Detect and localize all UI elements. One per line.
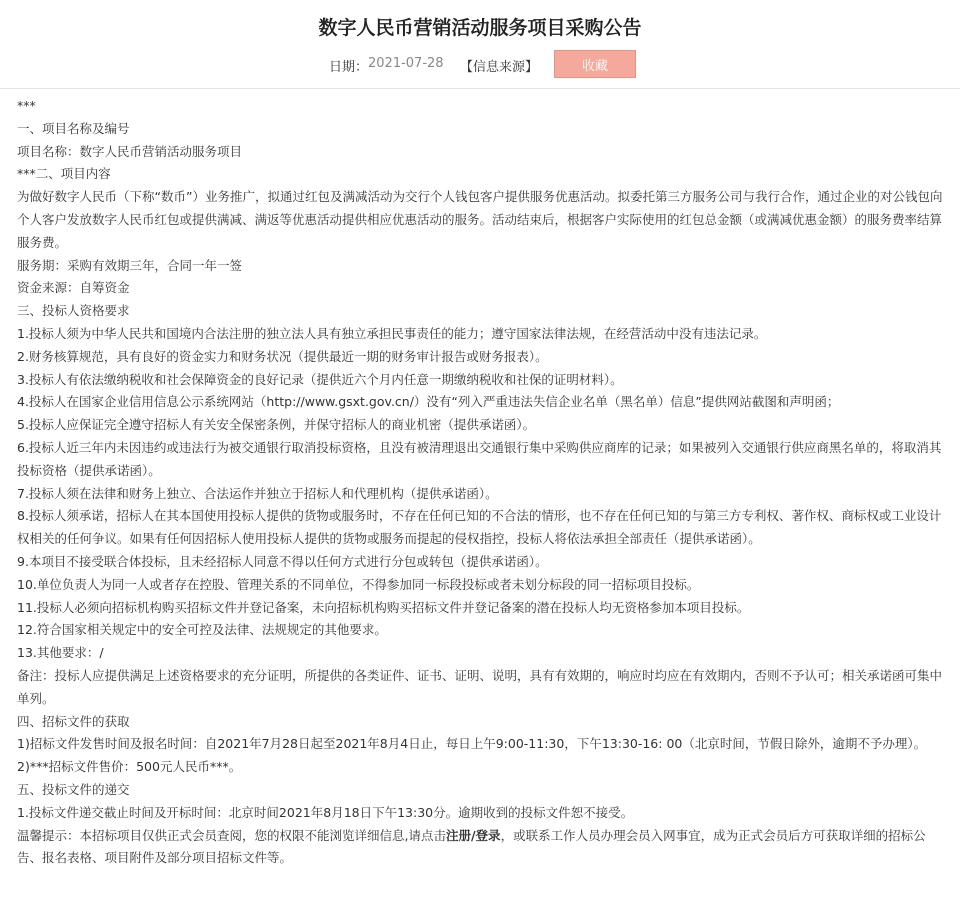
notice-prefix: 温馨提示：本招标项目仅供正式会员查阅，您的权限不能浏览详细信息,请点击	[17, 827, 446, 843]
requirement-item: 9.本项目不接受联合体投标，且未经招标人同意不得以任何方式进行分包或转包（提供承诺函）。	[17, 553, 548, 569]
body-paragraph: 为做好数字人民币（下称“数币”）业务推广，拟通过红包及满减活动为交行个人钱包客户提供服务优惠活动。拟委托第三方服务公司与我行合作，通过企业的对公钱包向个人客户发放数字人民币红包或提供满减、满返等优惠活动提供相应优惠活动的服务。活动结束后，根据客户实际使用的红包总金额（或满减优惠金额）的服务费率结算服务费。	[17, 189, 943, 250]
body-line: 1)招标文件发售时间及报名时间：自2021年7月28日起至2021年8月4日止，每日上午9:00-11:30，下午13:30-16: 00（北京时间，节假日除外，逾期不予办理）。	[17, 736, 927, 752]
requirement-item: 10.单位负责人为同一人或者存在控股、管理关系的不同单位，不得参加同一标段投标或者未划分标段的同一招标项目投标。	[17, 576, 700, 592]
section-heading: 四、招标文件的获取	[17, 713, 130, 729]
member-notice	[17, 825, 947, 871]
divider	[0, 88, 960, 89]
notice-suffix: ，或联系工作人员办理会员入网事宜，成为正式会员后方可获取详细的招标公告、报名表格、项目附件及部分项目招标文件等。	[17, 827, 926, 866]
requirement-item: 3.投标人有依法缴纳税收和社会保障资金的良好记录（提供近六个月内任意一期缴纳税收和社保的证明材料）。	[17, 371, 623, 387]
page-title: 数字人民币营销活动服务项目采购公告	[318, 17, 642, 39]
section-heading: ***二、项目内容	[17, 166, 111, 182]
favorite-button[interactable]: 收藏	[554, 50, 636, 78]
requirement-item: 2.财务核算规范，具有良好的资金实力和财务状况（提供最近一期的财务审计报告或财务报表）。	[17, 348, 548, 364]
section-heading: 五、投标文件的递交	[17, 781, 130, 797]
requirement-item: 4.投标人在国家企业信用信息公示系统网站（http://www.gsxt.gov.cn/）没有“列入严重违法失信企业名单（黑名单）信息”提供网站截图和声明函；	[17, 394, 840, 410]
requirement-item: 1.投标人须为中华人民共和国境内合法注册的独立法人具有独立承担民事责任的能力；遵守国家法律法规，在经营活动中没有违法记录。	[17, 325, 767, 341]
remark-paragraph: 备注：投标人应提供满足上述资格要求的充分证明，所提供的各类证件、证书、证明、说明，具有有效期的，响应时均应在有效期内，否则不予认可；相关承诺函可集中单列。	[17, 667, 943, 706]
body-line: 服务期：采购有效期三年，合同一年一签	[17, 257, 243, 273]
info-source-link[interactable]: 【信息来源】	[460, 60, 539, 75]
requirement-item: 12.符合国家相关规定中的安全可控及法律、法规规定的其他要求。	[17, 622, 387, 638]
body-line: ***	[17, 98, 36, 113]
body-line: 资金来源：自筹资金	[17, 280, 130, 296]
section-heading: 三、投标人资格要求	[17, 303, 130, 319]
body-line: 项目名称：数字人民币营销活动服务项目	[17, 143, 243, 159]
requirement-item: 5.投标人应保证完全遵守招标人有关安全保密条例，并保守招标人的商业机密（提供承诺函）。	[17, 417, 536, 433]
section-heading: 一、项目名称及编号	[17, 120, 130, 136]
date-label: 日期：	[329, 60, 369, 75]
requirement-item: 8.投标人须承诺，招标人在其本国使用投标人提供的货物或服务时，不存在任何已知的不合法的情形，也不存在任何已知的与第三方专利权、著作权、商标权或工业设计权相关的任何争议。如果有任何因招标人使用投标人提供的货物或服务而提起的侵权指控，投标人将依法承担全部责任（提供承诺函）。	[17, 508, 942, 547]
announcement-body	[17, 95, 947, 870]
body-line: 1.投标文件递交截止时间及开标时间：北京时间2021年8月18日下午13:30分。逾期收到的投标文件恕不接受。	[17, 804, 634, 820]
requirement-item: 7.投标人须在法律和财务上独立、合法运作并独立于招标人和代理机构（提供承诺函）。	[17, 485, 498, 501]
date-value: 2021-07-28	[368, 56, 444, 71]
requirement-item: 13.其他要求：/	[17, 645, 104, 661]
register-login-link[interactable]: 注册/登录	[445, 827, 501, 843]
requirement-item: 6.投标人近三年内未因违约或违法行为被交通银行取消投标资格，且没有被清理退出交通银行集中采购供应商库的记录；如果被列入交通银行供应商黑名单的，将取消其投标资格（提供承诺函）。	[17, 439, 942, 478]
body-line: 2)***招标文件售价：500元人民币***。	[17, 759, 242, 775]
meta-bar	[0, 50, 960, 80]
requirement-item: 11.投标人必须向招标机构购买招标文件并登记备案，未向招标机构购买招标文件并登记备案的潜在投标人均无资格参加本项目投标。	[17, 599, 750, 615]
